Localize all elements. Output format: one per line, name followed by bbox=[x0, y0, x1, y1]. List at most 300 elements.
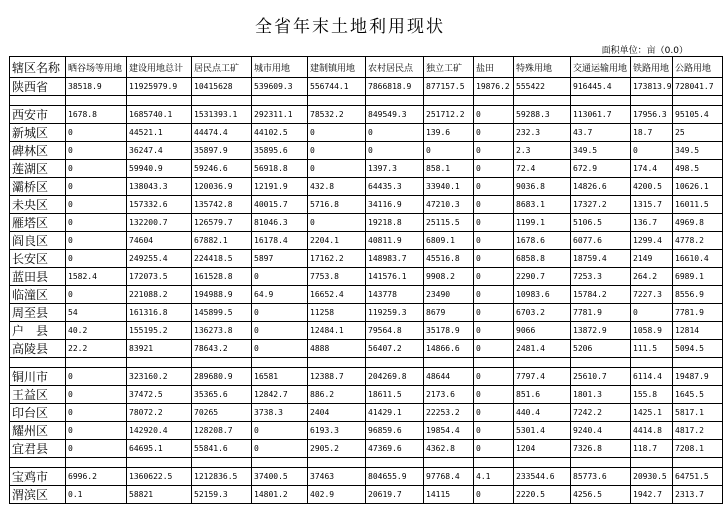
value-cell: 5206 bbox=[571, 340, 631, 358]
value-cell: 264.2 bbox=[631, 268, 673, 286]
spacer-cell bbox=[127, 458, 192, 468]
value-cell: 6809.1 bbox=[424, 232, 474, 250]
value-cell: 34116.9 bbox=[366, 196, 424, 214]
value-cell: 0 bbox=[66, 368, 127, 386]
value-cell: 64751.5 bbox=[673, 468, 723, 486]
value-cell: 1212836.5 bbox=[192, 468, 252, 486]
spacer-cell bbox=[631, 96, 673, 106]
value-cell: 58821 bbox=[127, 486, 192, 504]
table-row bbox=[10, 232, 723, 250]
value-cell: 0 bbox=[66, 404, 127, 422]
value-cell: 555422 bbox=[514, 78, 571, 96]
value-cell: 25 bbox=[673, 124, 723, 142]
value-cell: 0 bbox=[474, 304, 514, 322]
value-cell: 174.4 bbox=[631, 160, 673, 178]
value-cell: 12191.9 bbox=[252, 178, 308, 196]
value-cell: 10415628 bbox=[192, 78, 252, 96]
spacer-cell bbox=[66, 358, 127, 368]
value-cell: 12484.1 bbox=[308, 322, 366, 340]
value-cell: 55841.6 bbox=[192, 440, 252, 458]
value-cell: 498.5 bbox=[673, 160, 723, 178]
value-cell: 0 bbox=[366, 124, 424, 142]
value-cell: 157332.6 bbox=[127, 196, 192, 214]
value-cell: 7208.1 bbox=[673, 440, 723, 458]
spacer-cell bbox=[571, 458, 631, 468]
value-cell: 12814 bbox=[673, 322, 723, 340]
column-header: 居民点工矿 bbox=[192, 57, 252, 78]
value-cell: 44102.5 bbox=[252, 124, 308, 142]
table-row bbox=[10, 322, 723, 340]
value-cell: 0 bbox=[424, 142, 474, 160]
spacer-cell bbox=[10, 358, 66, 368]
value-cell: 9036.8 bbox=[514, 178, 571, 196]
value-cell: 2481.4 bbox=[514, 340, 571, 358]
value-cell: 95105.4 bbox=[673, 106, 723, 124]
region-name-cell: 长安区 bbox=[10, 250, 66, 268]
column-header: 交通运输用地 bbox=[571, 57, 631, 78]
value-cell: 916445.4 bbox=[571, 78, 631, 96]
spacer-cell bbox=[10, 458, 66, 468]
value-cell: 16011.5 bbox=[673, 196, 723, 214]
table-row bbox=[10, 106, 723, 124]
value-cell: 4778.2 bbox=[673, 232, 723, 250]
value-cell: 64.9 bbox=[252, 286, 308, 304]
value-cell: 45516.8 bbox=[424, 250, 474, 268]
value-cell: 4.1 bbox=[474, 468, 514, 486]
value-cell: 19876.2 bbox=[474, 78, 514, 96]
value-cell: 23490 bbox=[424, 286, 474, 304]
table-row bbox=[10, 486, 723, 504]
value-cell: 9066 bbox=[514, 322, 571, 340]
region-name-cell: 陕西省 bbox=[10, 78, 66, 96]
value-cell: 22253.2 bbox=[424, 404, 474, 422]
value-cell: 12388.7 bbox=[308, 368, 366, 386]
value-cell: 14866.6 bbox=[424, 340, 474, 358]
value-cell: 64435.3 bbox=[366, 178, 424, 196]
table-row bbox=[10, 368, 723, 386]
region-name-cell: 未央区 bbox=[10, 196, 66, 214]
spacer-cell bbox=[366, 358, 424, 368]
value-cell: 8679 bbox=[424, 304, 474, 322]
value-cell: 2.3 bbox=[514, 142, 571, 160]
spacer-cell bbox=[66, 96, 127, 106]
spacer-cell bbox=[514, 96, 571, 106]
value-cell: 8556.9 bbox=[673, 286, 723, 304]
table-row bbox=[10, 386, 723, 404]
value-cell: 0 bbox=[474, 106, 514, 124]
spacer-row bbox=[10, 358, 723, 368]
value-cell: 0 bbox=[366, 142, 424, 160]
value-cell: 0 bbox=[66, 386, 127, 404]
value-cell: 4362.8 bbox=[424, 440, 474, 458]
value-cell: 79564.8 bbox=[366, 322, 424, 340]
value-cell: 52159.3 bbox=[192, 486, 252, 504]
value-cell: 1678.6 bbox=[514, 232, 571, 250]
table-row bbox=[10, 404, 723, 422]
spacer-cell bbox=[366, 96, 424, 106]
value-cell: 70265 bbox=[192, 404, 252, 422]
value-cell: 111.5 bbox=[631, 340, 673, 358]
table-row bbox=[10, 340, 723, 358]
value-cell: 233544.6 bbox=[514, 468, 571, 486]
column-header: 城市用地 bbox=[252, 57, 308, 78]
table-row bbox=[10, 142, 723, 160]
value-cell: 10626.1 bbox=[673, 178, 723, 196]
value-cell: 37400.5 bbox=[252, 468, 308, 486]
value-cell: 0 bbox=[66, 124, 127, 142]
table-row bbox=[10, 286, 723, 304]
value-cell: 14826.6 bbox=[571, 178, 631, 196]
value-cell: 40811.9 bbox=[366, 232, 424, 250]
value-cell: 20930.5 bbox=[631, 468, 673, 486]
value-cell: 9240.4 bbox=[571, 422, 631, 440]
spacer-cell bbox=[252, 96, 308, 106]
region-name-cell: 王益区 bbox=[10, 386, 66, 404]
value-cell: 877157.5 bbox=[424, 78, 474, 96]
spacer-cell bbox=[424, 96, 474, 106]
value-cell: 0 bbox=[474, 232, 514, 250]
value-cell: 849549.3 bbox=[366, 106, 424, 124]
value-cell: 7242.2 bbox=[571, 404, 631, 422]
column-header-name: 辖区名称 bbox=[10, 57, 66, 78]
region-name-cell: 宜君县 bbox=[10, 440, 66, 458]
table-row bbox=[10, 422, 723, 440]
table-row bbox=[10, 178, 723, 196]
value-cell: 0 bbox=[66, 142, 127, 160]
table-row bbox=[10, 468, 723, 486]
spacer-cell bbox=[66, 458, 127, 468]
value-cell: 194988.9 bbox=[192, 286, 252, 304]
value-cell: 16610.4 bbox=[673, 250, 723, 268]
value-cell: 11258 bbox=[308, 304, 366, 322]
value-cell: 221088.2 bbox=[127, 286, 192, 304]
page-title: 全省年末土地利用现状 bbox=[255, 17, 445, 37]
value-cell: 0 bbox=[631, 304, 673, 322]
value-cell: 17327.2 bbox=[571, 196, 631, 214]
value-cell: 48644 bbox=[424, 368, 474, 386]
value-cell: 1315.7 bbox=[631, 196, 673, 214]
value-cell: 40015.7 bbox=[252, 196, 308, 214]
value-cell: 2905.2 bbox=[308, 440, 366, 458]
value-cell: 35897.9 bbox=[192, 142, 252, 160]
value-cell: 72.4 bbox=[514, 160, 571, 178]
value-cell: 18611.5 bbox=[366, 386, 424, 404]
value-cell: 44521.1 bbox=[127, 124, 192, 142]
spacer-cell bbox=[631, 458, 673, 468]
value-cell: 0 bbox=[308, 142, 366, 160]
value-cell: 173813.9 bbox=[631, 78, 673, 96]
value-cell: 289680.9 bbox=[192, 368, 252, 386]
value-cell: 25115.5 bbox=[424, 214, 474, 232]
value-cell: 25610.7 bbox=[571, 368, 631, 386]
value-cell: 1645.5 bbox=[673, 386, 723, 404]
value-cell: 402.9 bbox=[308, 486, 366, 504]
value-cell: 67882.1 bbox=[192, 232, 252, 250]
region-name-cell: 户 县 bbox=[10, 322, 66, 340]
value-cell: 47369.6 bbox=[366, 440, 424, 458]
value-cell: 0 bbox=[66, 196, 127, 214]
value-cell: 8683.1 bbox=[514, 196, 571, 214]
value-cell: 56918.8 bbox=[252, 160, 308, 178]
spacer-cell bbox=[127, 358, 192, 368]
value-cell: 113061.7 bbox=[571, 106, 631, 124]
value-cell: 37463 bbox=[308, 468, 366, 486]
spacer-cell bbox=[571, 358, 631, 368]
value-cell: 0 bbox=[474, 160, 514, 178]
value-cell: 18759.4 bbox=[571, 250, 631, 268]
region-name-cell: 碑林区 bbox=[10, 142, 66, 160]
value-cell: 126579.7 bbox=[192, 214, 252, 232]
value-cell: 0 bbox=[66, 214, 127, 232]
value-cell: 0 bbox=[66, 422, 127, 440]
value-cell: 0 bbox=[474, 386, 514, 404]
value-cell: 7326.8 bbox=[571, 440, 631, 458]
region-name-cell: 耀州区 bbox=[10, 422, 66, 440]
value-cell: 1360622.5 bbox=[127, 468, 192, 486]
value-cell: 0 bbox=[252, 340, 308, 358]
value-cell: 18.7 bbox=[631, 124, 673, 142]
spacer-row bbox=[10, 96, 723, 106]
value-cell: 136.7 bbox=[631, 214, 673, 232]
value-cell: 251712.2 bbox=[424, 106, 474, 124]
value-cell: 6193.3 bbox=[308, 422, 366, 440]
value-cell: 7253.3 bbox=[571, 268, 631, 286]
value-cell: 0.1 bbox=[66, 486, 127, 504]
value-cell: 6703.2 bbox=[514, 304, 571, 322]
spacer-cell bbox=[192, 458, 252, 468]
value-cell: 2404 bbox=[308, 404, 366, 422]
spacer-cell bbox=[252, 358, 308, 368]
spacer-cell bbox=[474, 96, 514, 106]
value-cell: 4414.8 bbox=[631, 422, 673, 440]
spacer-cell bbox=[514, 358, 571, 368]
spacer-cell bbox=[366, 458, 424, 468]
spacer-cell bbox=[10, 96, 66, 106]
value-cell: 135742.8 bbox=[192, 196, 252, 214]
value-cell: 54 bbox=[66, 304, 127, 322]
spacer-cell bbox=[308, 458, 366, 468]
value-cell: 40.2 bbox=[66, 322, 127, 340]
value-cell: 249255.4 bbox=[127, 250, 192, 268]
value-cell: 59940.9 bbox=[127, 160, 192, 178]
column-header: 建制镇用地 bbox=[308, 57, 366, 78]
value-cell: 0 bbox=[66, 440, 127, 458]
region-name-cell: 周至县 bbox=[10, 304, 66, 322]
value-cell: 78643.2 bbox=[192, 340, 252, 358]
value-cell: 9908.2 bbox=[424, 268, 474, 286]
column-header: 独立工矿 bbox=[424, 57, 474, 78]
value-cell: 36247.4 bbox=[127, 142, 192, 160]
value-cell: 0 bbox=[252, 422, 308, 440]
value-cell: 2173.6 bbox=[424, 386, 474, 404]
value-cell: 0 bbox=[474, 340, 514, 358]
table-row bbox=[10, 304, 723, 322]
land-use-table bbox=[9, 56, 723, 504]
spacer-cell bbox=[127, 96, 192, 106]
value-cell: 6858.8 bbox=[514, 250, 571, 268]
value-cell: 0 bbox=[308, 214, 366, 232]
value-cell: 17956.3 bbox=[631, 106, 673, 124]
value-cell: 83921 bbox=[127, 340, 192, 358]
value-cell: 2204.1 bbox=[308, 232, 366, 250]
value-cell: 1204 bbox=[514, 440, 571, 458]
unit-label: 面积单位：亩（0.0） bbox=[601, 46, 688, 56]
value-cell: 3738.3 bbox=[252, 404, 308, 422]
value-cell: 35178.9 bbox=[424, 322, 474, 340]
table-row bbox=[10, 214, 723, 232]
value-cell: 7781.9 bbox=[673, 304, 723, 322]
value-cell: 851.6 bbox=[514, 386, 571, 404]
value-cell: 22.2 bbox=[66, 340, 127, 358]
value-cell: 6114.4 bbox=[631, 368, 673, 386]
value-cell: 59288.3 bbox=[514, 106, 571, 124]
value-cell: 0 bbox=[252, 322, 308, 340]
value-cell: 0 bbox=[474, 124, 514, 142]
value-cell: 19854.4 bbox=[424, 422, 474, 440]
value-cell: 0 bbox=[474, 268, 514, 286]
value-cell: 6989.1 bbox=[673, 268, 723, 286]
value-cell: 0 bbox=[474, 178, 514, 196]
value-cell: 148983.7 bbox=[366, 250, 424, 268]
value-cell: 13872.9 bbox=[571, 322, 631, 340]
spacer-cell bbox=[308, 96, 366, 106]
spacer-cell bbox=[192, 358, 252, 368]
region-name-cell: 宝鸡市 bbox=[10, 468, 66, 486]
value-cell: 0 bbox=[474, 404, 514, 422]
value-cell: 12842.7 bbox=[252, 386, 308, 404]
spacer-cell bbox=[252, 458, 308, 468]
value-cell: 1801.3 bbox=[571, 386, 631, 404]
value-cell: 5897 bbox=[252, 250, 308, 268]
value-cell: 5301.4 bbox=[514, 422, 571, 440]
region-name-cell: 雁塔区 bbox=[10, 214, 66, 232]
value-cell: 59246.6 bbox=[192, 160, 252, 178]
value-cell: 16652.4 bbox=[308, 286, 366, 304]
value-cell: 145899.5 bbox=[192, 304, 252, 322]
value-cell: 2149 bbox=[631, 250, 673, 268]
value-cell: 0 bbox=[252, 268, 308, 286]
table-row bbox=[10, 250, 723, 268]
value-cell: 56407.2 bbox=[366, 340, 424, 358]
value-cell: 14801.2 bbox=[252, 486, 308, 504]
value-cell: 0 bbox=[66, 178, 127, 196]
value-cell: 0 bbox=[474, 196, 514, 214]
value-cell: 14115 bbox=[424, 486, 474, 504]
value-cell: 16581 bbox=[252, 368, 308, 386]
value-cell: 7866818.9 bbox=[366, 78, 424, 96]
table-body bbox=[10, 78, 723, 504]
value-cell: 155.8 bbox=[631, 386, 673, 404]
value-cell: 6077.6 bbox=[571, 232, 631, 250]
value-cell: 35895.6 bbox=[252, 142, 308, 160]
value-cell: 78532.2 bbox=[308, 106, 366, 124]
value-cell: 0 bbox=[474, 322, 514, 340]
value-cell: 539609.3 bbox=[252, 78, 308, 96]
value-cell: 323160.2 bbox=[127, 368, 192, 386]
value-cell: 64695.1 bbox=[127, 440, 192, 458]
value-cell: 440.4 bbox=[514, 404, 571, 422]
column-header: 建设用地总计 bbox=[127, 57, 192, 78]
value-cell: 136273.8 bbox=[192, 322, 252, 340]
value-cell: 4817.2 bbox=[673, 422, 723, 440]
value-cell: 1425.1 bbox=[631, 404, 673, 422]
value-cell: 1678.8 bbox=[66, 106, 127, 124]
region-name-cell: 新城区 bbox=[10, 124, 66, 142]
spacer-row bbox=[10, 458, 723, 468]
value-cell: 19218.8 bbox=[366, 214, 424, 232]
value-cell: 0 bbox=[66, 286, 127, 304]
column-header: 盐田 bbox=[474, 57, 514, 78]
value-cell: 19487.9 bbox=[673, 368, 723, 386]
value-cell: 4256.5 bbox=[571, 486, 631, 504]
value-cell: 15784.2 bbox=[571, 286, 631, 304]
value-cell: 804655.9 bbox=[366, 468, 424, 486]
value-cell: 11925979.9 bbox=[127, 78, 192, 96]
value-cell: 0 bbox=[631, 142, 673, 160]
value-cell: 81046.3 bbox=[252, 214, 308, 232]
region-name-cell: 铜川市 bbox=[10, 368, 66, 386]
value-cell: 74604 bbox=[127, 232, 192, 250]
table-row bbox=[10, 124, 723, 142]
value-cell: 5106.5 bbox=[571, 214, 631, 232]
value-cell: 432.8 bbox=[308, 178, 366, 196]
table-row bbox=[10, 440, 723, 458]
spacer-cell bbox=[514, 458, 571, 468]
value-cell: 17162.2 bbox=[308, 250, 366, 268]
table-row bbox=[10, 268, 723, 286]
column-header: 公路用地 bbox=[673, 57, 723, 78]
value-cell: 0 bbox=[474, 422, 514, 440]
table-row bbox=[10, 78, 723, 96]
table-row bbox=[10, 160, 723, 178]
value-cell: 204269.8 bbox=[366, 368, 424, 386]
value-cell: 1582.4 bbox=[66, 268, 127, 286]
value-cell: 0 bbox=[474, 368, 514, 386]
value-cell: 858.1 bbox=[424, 160, 474, 178]
spacer-cell bbox=[673, 358, 723, 368]
value-cell: 143778 bbox=[366, 286, 424, 304]
value-cell: 4969.8 bbox=[673, 214, 723, 232]
value-cell: 7753.8 bbox=[308, 268, 366, 286]
header-row bbox=[10, 57, 723, 78]
region-name-cell: 莲湖区 bbox=[10, 160, 66, 178]
spacer-cell bbox=[474, 458, 514, 468]
value-cell: 41429.1 bbox=[366, 404, 424, 422]
value-cell: 0 bbox=[66, 232, 127, 250]
value-cell: 0 bbox=[474, 142, 514, 160]
spacer-cell bbox=[673, 458, 723, 468]
value-cell: 0 bbox=[252, 304, 308, 322]
value-cell: 155195.2 bbox=[127, 322, 192, 340]
region-name-cell: 西安市 bbox=[10, 106, 66, 124]
region-name-cell: 印台区 bbox=[10, 404, 66, 422]
value-cell: 1531393.1 bbox=[192, 106, 252, 124]
value-cell: 85773.6 bbox=[571, 468, 631, 486]
value-cell: 0 bbox=[474, 286, 514, 304]
value-cell: 2313.7 bbox=[673, 486, 723, 504]
value-cell: 119259.3 bbox=[366, 304, 424, 322]
column-header: 农村居民点 bbox=[366, 57, 424, 78]
value-cell: 0 bbox=[474, 250, 514, 268]
value-cell: 5817.1 bbox=[673, 404, 723, 422]
value-cell: 139.6 bbox=[424, 124, 474, 142]
value-cell: 224418.5 bbox=[192, 250, 252, 268]
value-cell: 0 bbox=[474, 214, 514, 232]
value-cell: 118.7 bbox=[631, 440, 673, 458]
value-cell: 0 bbox=[66, 160, 127, 178]
value-cell: 97768.4 bbox=[424, 468, 474, 486]
value-cell: 1397.3 bbox=[366, 160, 424, 178]
